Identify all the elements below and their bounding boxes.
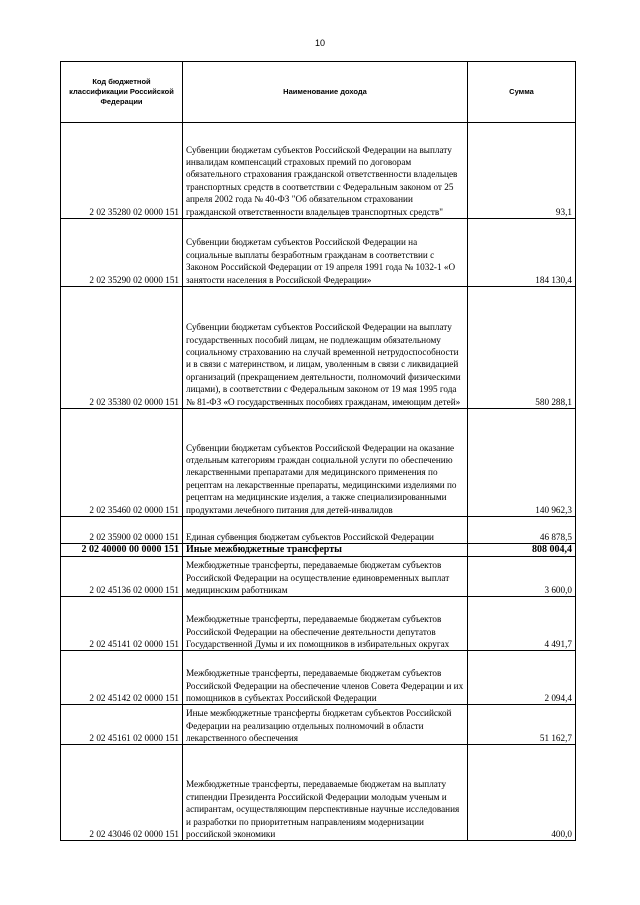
budget-income-table <box>60 61 576 841</box>
row-name: Межбюджетные трансферты, передаваемые бюджетам субъектов Российской Федерации на обеспечение деятельности депутатов Государственной Думы и их помощников в избирательных округах <box>183 597 468 651</box>
row-name: Межбюджетные трансферты, передаваемые бюджетам на выплату стипендии Президента Российской Федерации молодым ученым и аспирантам, осуществляющим перспективные научные исследования и разработки по приоритетным направлениям модернизации российской экономики <box>183 745 468 841</box>
table-row <box>61 517 576 544</box>
table-row <box>61 557 576 597</box>
row-sum: 3 600,0 <box>468 557 576 597</box>
row-name: Субвенции бюджетам субъектов Российской Федерации на выплату инвалидам компенсаций страховых премий по договорам обязательного страхования гражданской ответственности владельцев транспортных средств в соответствии с Федеральным законом от 25 апреля 2002 года № 40-ФЗ "Об обязательном страховании гражданской ответственности владельцев транспортных средств" <box>183 123 468 219</box>
row-sum: 46 878,5 <box>468 517 576 544</box>
row-code: 2 02 35900 02 0000 151 <box>61 517 183 544</box>
row-sum: 184 130,4 <box>468 219 576 287</box>
row-code: 2 02 35280 02 0000 151 <box>61 123 183 219</box>
table-row <box>61 219 576 287</box>
row-sum: 4 491,7 <box>468 597 576 651</box>
row-sum: 140 962,3 <box>468 409 576 517</box>
header-sum: Сумма <box>468 62 576 123</box>
row-code: 2 02 43046 02 0000 151 <box>61 745 183 841</box>
row-code: 2 02 45136 02 0000 151 <box>61 557 183 597</box>
row-name: Субвенции бюджетам субъектов Российской Федерации на выплату государственных пособий лицам, не подлежащим обязательному социальному страхованию на случай временной нетрудоспособности и в связи с материнством, и лицам, уволенным в связи с ликвидацией организаций (прекращением деятельности, полномочий физическими лицами), в соответствии с Федеральным законом от 19 мая 1995 года № 81-ФЗ «О государственных пособиях гражданам, имеющим детей» <box>183 287 468 409</box>
header-code: Код бюджетной классификации Российской Федерации <box>61 62 183 123</box>
table-row <box>61 745 576 841</box>
table-row <box>61 409 576 517</box>
row-name: Межбюджетные трансферты, передаваемые бюджетам субъектов Российской Федерации на обеспечение членов Совета Федерации и их помощников в субъектах Российской Федерации <box>183 651 468 705</box>
row-code: 2 02 35290 02 0000 151 <box>61 219 183 287</box>
row-code: 2 02 35460 02 0000 151 <box>61 409 183 517</box>
row-sum: 400,0 <box>468 745 576 841</box>
row-sum: 51 162,7 <box>468 705 576 745</box>
row-code: 2 02 45161 02 0000 151 <box>61 705 183 745</box>
row-sum: 580 288,1 <box>468 287 576 409</box>
table-row <box>61 705 576 745</box>
row-name: Межбюджетные трансферты, передаваемые бюджетам субъектов Российской Федерации на осуществление единовременных выплат медицинским работникам <box>183 557 468 597</box>
row-sum: 2 094,4 <box>468 651 576 705</box>
row-code: 2 02 45142 02 0000 151 <box>61 651 183 705</box>
table-row <box>61 651 576 705</box>
table-row <box>61 597 576 651</box>
row-name: Субвенции бюджетам субъектов Российской Федерации на социальные выплаты безработным гражданам в соответствии с Законом Российской Федерации от 19 апреля 1991 года № 1032-1 «О занятости населения в Российской Федерации» <box>183 219 468 287</box>
row-code: 2 02 45141 02 0000 151 <box>61 597 183 651</box>
row-sum: 808 004,4 <box>468 544 576 557</box>
row-name: Субвенции бюджетам субъектов Российской Федерации на оказание отдельным категориям граждан социальной услуги по обеспечению лекарственными препаратами для медицинского применения по рецептам на лекарственные препараты, медицинскими изделиями по рецептам на медицинские изделия, а также специализированными продуктами лечебного питания для детей-инвалидов <box>183 409 468 517</box>
row-sum: 93,1 <box>468 123 576 219</box>
row-code: 2 02 40000 00 0000 151 <box>61 544 183 557</box>
table-row-total <box>61 544 576 557</box>
page-number: 10 <box>314 38 325 48</box>
header-name: Наименование дохода <box>183 62 468 123</box>
row-name: Иные межбюджетные трансферты <box>183 544 468 557</box>
table-row <box>61 123 576 219</box>
table-row <box>61 287 576 409</box>
row-name: Иные межбюджетные трансферты бюджетам субъектов Российской Федерации на реализацию отдельных полномочий в области лекарственного обеспечения <box>183 705 468 745</box>
row-name: Единая субвенция бюджетам субъектов Российской Федерации <box>183 517 468 544</box>
table-header-row <box>61 62 576 123</box>
row-code: 2 02 35380 02 0000 151 <box>61 287 183 409</box>
